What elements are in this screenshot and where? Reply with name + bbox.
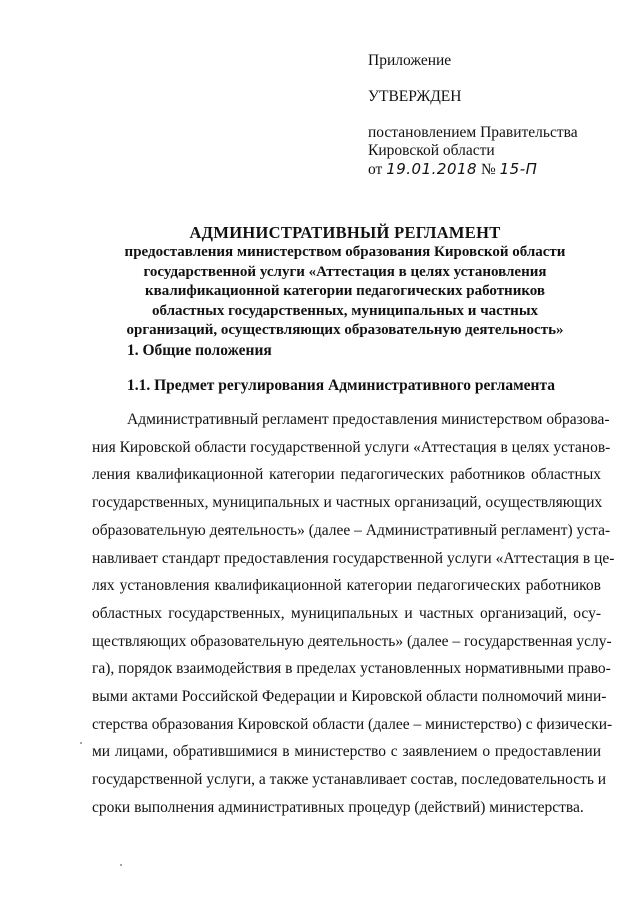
body-paragraph	[92, 406, 615, 822]
paragraph-line: государственных, муниципальных и частных организаций, осуществляющих	[92, 494, 603, 512]
paragraph-line: навливает стандарт предоставления государственной услуги «Аттестация в це-	[92, 549, 615, 567]
paragraph-line: стерства образования Кировской области (далее – министерство) с физически-	[92, 715, 613, 733]
paragraph-line: га), порядок взаимодействия в пределах установленных нормативными право-	[92, 660, 611, 678]
decree-line-1: постановлением Правительства	[368, 124, 578, 141]
subtitle-line: государственной услуги «Аттестация в целях установления	[143, 263, 547, 280]
subtitle-line: организаций, осуществляющих образовательную деятельность»	[126, 322, 564, 338]
section-heading-1: 1. Общие положения	[127, 342, 272, 359]
approved-label: УТВЕРЖДЕН	[368, 88, 462, 105]
subtitle-line: квалификационной категории педагогических работников	[144, 283, 546, 299]
title-block	[100, 223, 590, 341]
paragraph-line: сроки выполнения административных процедур (действий) министерства.	[92, 798, 584, 816]
scan-speck	[120, 864, 122, 866]
subtitle-line: областных государственных, муниципальных и частных	[151, 302, 539, 319]
paragraph-line: ществляющих образовательную деятельность» (далее – государственная услу-	[92, 632, 612, 650]
paragraph-line: ния Кировской области государственной услуги «Аттестация в целях установ-	[92, 438, 611, 456]
subtitle-line: предоставления министерством образования Кировской области	[124, 244, 566, 260]
paragraph-line: Административный регламент предоставления министерством образова-	[127, 411, 610, 428]
decree-date-line	[368, 160, 618, 179]
paragraph-line: выми актами Российской Федерации и Кировской области полномочий мини-	[92, 688, 607, 706]
paragraph-line: лях установления квалификационной категории педагогических работников	[92, 577, 601, 595]
paragraph-line: государственной услуги, а также устанавливает состав, последовательность и	[92, 771, 607, 789]
approval-block	[368, 52, 618, 179]
handwritten-number: 15-П	[499, 160, 538, 178]
date-prefix: от	[368, 161, 383, 178]
decree-line-2: Кировской области	[368, 142, 495, 159]
paragraph-line: ления квалификационной категории педагогических работников областных	[92, 466, 601, 484]
paragraph-line: образовательную деятельность» (далее – Административный регламент) уста-	[92, 521, 611, 539]
paragraph-line: ми лицами, обратившимися в министерство с заявлением о предоставлении	[92, 743, 601, 761]
paragraph-line: областных государственных, муниципальных и частных организаций, осу-	[92, 604, 601, 622]
handwritten-date: 19.01.2018	[386, 160, 478, 178]
document-subtitle	[100, 243, 590, 341]
appendix-label: Приложение	[368, 52, 452, 69]
section-heading-1-1: 1.1. Предмет регулирования Административного регламента	[127, 377, 556, 394]
document-title: АДМИНИСТРАТИВНЫЙ РЕГЛАМЕНТ	[189, 223, 501, 242]
number-sign: №	[480, 161, 496, 178]
scan-speck	[80, 742, 82, 744]
